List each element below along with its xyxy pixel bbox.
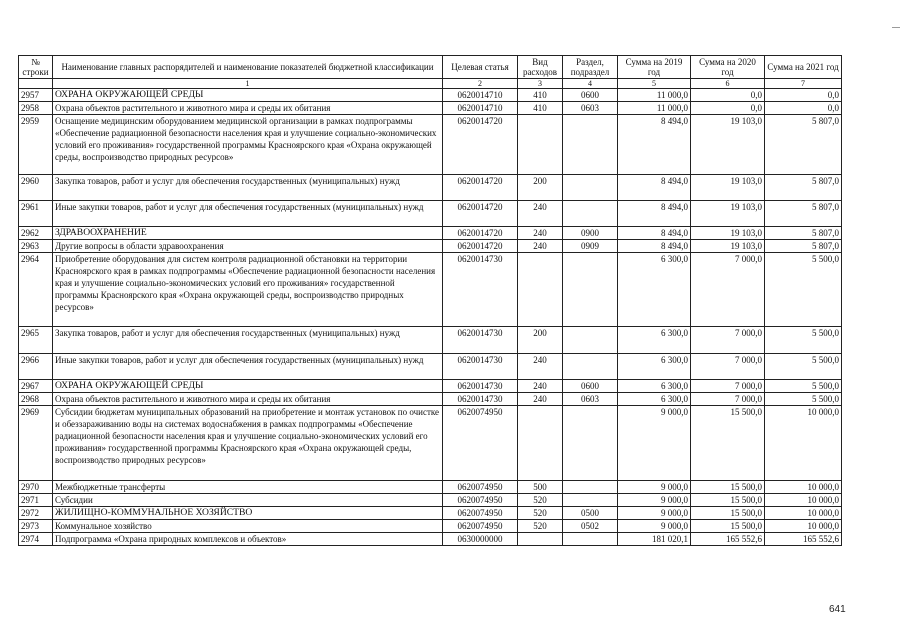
row-kind	[518, 533, 563, 546]
row-number: 2971	[19, 494, 53, 507]
row-sum-2021: 5 807,0	[765, 201, 842, 227]
row-sum-2020: 7 000,0	[691, 327, 765, 354]
row-sum-2019: 6 300,0	[618, 327, 691, 354]
row-section: 0603	[563, 102, 618, 115]
header-section: Раздел, подраздел	[563, 56, 618, 79]
column-number	[19, 79, 53, 89]
row-kind: 520	[518, 494, 563, 507]
table-row	[19, 227, 842, 240]
table-row	[19, 102, 842, 115]
header-name: Наименование главных распорядителей и наименование показателей бюджетной классификации	[53, 56, 443, 79]
row-number: 2963	[19, 240, 53, 253]
row-number: 2962	[19, 227, 53, 240]
table-row	[19, 354, 842, 380]
row-name: Охрана объектов растительного и животного мира и среды их обитания	[53, 102, 443, 115]
row-name: Охрана объектов растительного и животного мира и среды их обитания	[53, 393, 443, 406]
row-name: Закупка товаров, работ и услуг для обеспечения государственных (муниципальных) нужд	[53, 175, 443, 201]
row-number: 2969	[19, 406, 53, 481]
row-target: 0620014720	[443, 227, 518, 240]
page-corner-mark	[892, 27, 900, 28]
row-kind: 500	[518, 481, 563, 494]
row-sum-2020: 19 103,0	[691, 240, 765, 253]
row-number: 2964	[19, 253, 53, 327]
row-number: 2967	[19, 380, 53, 393]
header-sum-2020: Сумма на 2020 год	[691, 56, 765, 79]
row-sum-2019: 11 000,0	[618, 102, 691, 115]
row-name: Подпрограмма «Охрана природных комплексов и объектов»	[53, 533, 443, 546]
row-number: 2961	[19, 201, 53, 227]
row-sum-2021: 165 552,6	[765, 533, 842, 546]
row-section	[563, 115, 618, 175]
row-sum-2020: 15 500,0	[691, 507, 765, 520]
row-sum-2020: 19 103,0	[691, 115, 765, 175]
table-row	[19, 406, 842, 481]
row-section: 0603	[563, 393, 618, 406]
row-number: 2966	[19, 354, 53, 380]
row-sum-2019: 181 020,1	[618, 533, 691, 546]
row-sum-2019: 6 300,0	[618, 393, 691, 406]
row-sum-2020: 15 500,0	[691, 406, 765, 481]
row-target: 0620014710	[443, 102, 518, 115]
row-sum-2020: 0,0	[691, 102, 765, 115]
row-kind	[518, 253, 563, 327]
row-sum-2019: 9 000,0	[618, 406, 691, 481]
row-name: Субсидии бюджетам муниципальных образований на приобретение и монтаж установок по очистке и обеззараживанию воды на системах водоснабжения в рамках подпрограммы «Обеспечение радиационной безопасности населения края и улучшение социально-экономических условий его проживания» государственной программы Красноярского края «Охрана окружающей среды, воспроизводство природных ресурсов»	[53, 406, 443, 481]
row-name: Иные закупки товаров, работ и услуг для обеспечения государственных (муниципальных) нужд	[53, 201, 443, 227]
row-sum-2020: 19 103,0	[691, 175, 765, 201]
header-sum-2021: Сумма на 2021 год	[765, 56, 842, 79]
table-row	[19, 533, 842, 546]
table-row	[19, 115, 842, 175]
table-row	[19, 393, 842, 406]
row-target: 0620014730	[443, 354, 518, 380]
row-target: 0620014730	[443, 327, 518, 354]
row-target: 0620014720	[443, 175, 518, 201]
row-sum-2021: 10 000,0	[765, 507, 842, 520]
row-sum-2019: 6 300,0	[618, 253, 691, 327]
table-row	[19, 481, 842, 494]
row-sum-2021: 5 807,0	[765, 175, 842, 201]
row-kind: 240	[518, 393, 563, 406]
row-kind	[518, 406, 563, 481]
row-sum-2021: 5 500,0	[765, 380, 842, 393]
row-kind: 240	[518, 201, 563, 227]
row-name: Иные закупки товаров, работ и услуг для обеспечения государственных (муниципальных) нужд	[53, 354, 443, 380]
row-number: 2972	[19, 507, 53, 520]
column-number: 4	[563, 79, 618, 89]
row-sum-2020: 7 000,0	[691, 354, 765, 380]
header-row-number: № строки	[19, 56, 53, 79]
row-sum-2019: 9 000,0	[618, 520, 691, 533]
column-numbers-row	[19, 79, 842, 89]
row-section	[563, 253, 618, 327]
table-row	[19, 240, 842, 253]
row-kind: 520	[518, 507, 563, 520]
budget-table	[18, 55, 842, 546]
row-name: ОХРАНА ОКРУЖАЮЩЕЙ СРЕДЫ	[53, 89, 443, 102]
row-sum-2021: 5 500,0	[765, 327, 842, 354]
table-row	[19, 327, 842, 354]
row-sum-2019: 8 494,0	[618, 175, 691, 201]
row-target: 0620074950	[443, 494, 518, 507]
row-section	[563, 533, 618, 546]
column-number: 6	[691, 79, 765, 89]
row-name: Межбюджетные трансферты	[53, 481, 443, 494]
row-kind: 410	[518, 89, 563, 102]
row-sum-2020: 165 552,6	[691, 533, 765, 546]
row-number: 2974	[19, 533, 53, 546]
column-number: 1	[53, 79, 443, 89]
row-sum-2019: 8 494,0	[618, 115, 691, 175]
row-sum-2019: 8 494,0	[618, 240, 691, 253]
table-row	[19, 494, 842, 507]
row-target: 0620014730	[443, 380, 518, 393]
row-sum-2021: 5 500,0	[765, 393, 842, 406]
row-sum-2021: 0,0	[765, 89, 842, 102]
row-section	[563, 354, 618, 380]
row-sum-2020: 19 103,0	[691, 227, 765, 240]
row-target: 0620014720	[443, 240, 518, 253]
row-number: 2958	[19, 102, 53, 115]
row-sum-2019: 6 300,0	[618, 354, 691, 380]
row-name: Другие вопросы в области здравоохранения	[53, 240, 443, 253]
row-section: 0600	[563, 89, 618, 102]
page-number: 641	[829, 604, 846, 615]
row-sum-2019: 9 000,0	[618, 507, 691, 520]
row-name: ЖИЛИЩНО-КОММУНАЛЬНОЕ ХОЗЯЙСТВО	[53, 507, 443, 520]
row-target: 0620014710	[443, 89, 518, 102]
row-name: Оснащение медицинским оборудованием медицинской организации в рамках подпрограммы «Обеспечение радиационной безопасности населения края и улучшение социально-экономических условий его проживания» государственной программы Красноярского края «Охрана окружающей среды, воспроизводство природных ресурсов»	[53, 115, 443, 175]
row-kind	[518, 115, 563, 175]
row-sum-2021: 5 500,0	[765, 253, 842, 327]
table-row	[19, 380, 842, 393]
row-kind: 240	[518, 240, 563, 253]
row-section: 0502	[563, 520, 618, 533]
row-number: 2960	[19, 175, 53, 201]
row-name: ЗДРАВООХРАНЕНИЕ	[53, 227, 443, 240]
row-sum-2021: 10 000,0	[765, 481, 842, 494]
row-sum-2019: 6 300,0	[618, 380, 691, 393]
row-kind: 240	[518, 380, 563, 393]
row-sum-2020: 7 000,0	[691, 393, 765, 406]
row-name: ОХРАНА ОКРУЖАЮЩЕЙ СРЕДЫ	[53, 380, 443, 393]
row-name: Закупка товаров, работ и услуг для обеспечения государственных (муниципальных) нужд	[53, 327, 443, 354]
row-sum-2019: 9 000,0	[618, 481, 691, 494]
row-kind: 410	[518, 102, 563, 115]
row-sum-2020: 0,0	[691, 89, 765, 102]
row-sum-2021: 10 000,0	[765, 494, 842, 507]
row-section: 0500	[563, 507, 618, 520]
column-number: 7	[765, 79, 842, 89]
row-sum-2020: 7 000,0	[691, 253, 765, 327]
row-sum-2019: 8 494,0	[618, 227, 691, 240]
row-name: Субсидии	[53, 494, 443, 507]
header-sum-2019: Сумма на 2019 год	[618, 56, 691, 79]
row-target: 0620074950	[443, 481, 518, 494]
row-target: 0620074950	[443, 507, 518, 520]
row-sum-2021: 5 500,0	[765, 354, 842, 380]
row-number: 2973	[19, 520, 53, 533]
row-sum-2019: 11 000,0	[618, 89, 691, 102]
row-section	[563, 406, 618, 481]
row-sum-2020: 19 103,0	[691, 201, 765, 227]
row-sum-2020: 15 500,0	[691, 520, 765, 533]
row-target: 0620074950	[443, 520, 518, 533]
row-kind: 200	[518, 175, 563, 201]
row-name: Коммунальное хозяйство	[53, 520, 443, 533]
row-kind: 520	[518, 520, 563, 533]
row-section: 0600	[563, 380, 618, 393]
row-sum-2019: 9 000,0	[618, 494, 691, 507]
row-sum-2021: 0,0	[765, 102, 842, 115]
row-target: 0620014730	[443, 253, 518, 327]
row-kind: 200	[518, 327, 563, 354]
row-sum-2020: 7 000,0	[691, 380, 765, 393]
column-number: 3	[518, 79, 563, 89]
row-target: 0620014720	[443, 201, 518, 227]
row-sum-2019: 8 494,0	[618, 201, 691, 227]
row-kind: 240	[518, 227, 563, 240]
table-row	[19, 175, 842, 201]
table-row	[19, 89, 842, 102]
row-target: 0630000000	[443, 533, 518, 546]
table-row	[19, 253, 842, 327]
row-sum-2020: 15 500,0	[691, 494, 765, 507]
row-section	[563, 201, 618, 227]
column-number: 5	[618, 79, 691, 89]
row-number: 2959	[19, 115, 53, 175]
row-sum-2021: 5 807,0	[765, 227, 842, 240]
header-target: Целевая статья	[443, 56, 518, 79]
row-sum-2021: 5 807,0	[765, 240, 842, 253]
row-number: 2970	[19, 481, 53, 494]
row-section	[563, 481, 618, 494]
column-number: 2	[443, 79, 518, 89]
row-kind: 240	[518, 354, 563, 380]
row-section	[563, 175, 618, 201]
row-number: 2965	[19, 327, 53, 354]
table-row	[19, 201, 842, 227]
row-target: 0620014730	[443, 393, 518, 406]
table-row	[19, 507, 842, 520]
row-number: 2957	[19, 89, 53, 102]
row-target: 0620014720	[443, 115, 518, 175]
header-kind: Вид расходов	[518, 56, 563, 79]
row-sum-2021: 10 000,0	[765, 406, 842, 481]
row-sum-2021: 5 807,0	[765, 115, 842, 175]
row-sum-2021: 10 000,0	[765, 520, 842, 533]
table-row	[19, 520, 842, 533]
row-section	[563, 494, 618, 507]
row-number: 2968	[19, 393, 53, 406]
row-name: Приобретение оборудования для систем контроля радиационной обстановки на территории Красноярского края в рамках подпрограммы «Обеспечение радиационной безопасности населения края и улучшение социально-экономических условий его проживания» государственной программы Красноярского края «Охрана окружающей среды, воспроизводство природных ресурсов»	[53, 253, 443, 327]
row-target: 0620074950	[443, 406, 518, 481]
table-body	[19, 89, 842, 546]
row-section	[563, 327, 618, 354]
table-header-row	[19, 56, 842, 79]
row-section: 0909	[563, 240, 618, 253]
row-sum-2020: 15 500,0	[691, 481, 765, 494]
row-section: 0900	[563, 227, 618, 240]
